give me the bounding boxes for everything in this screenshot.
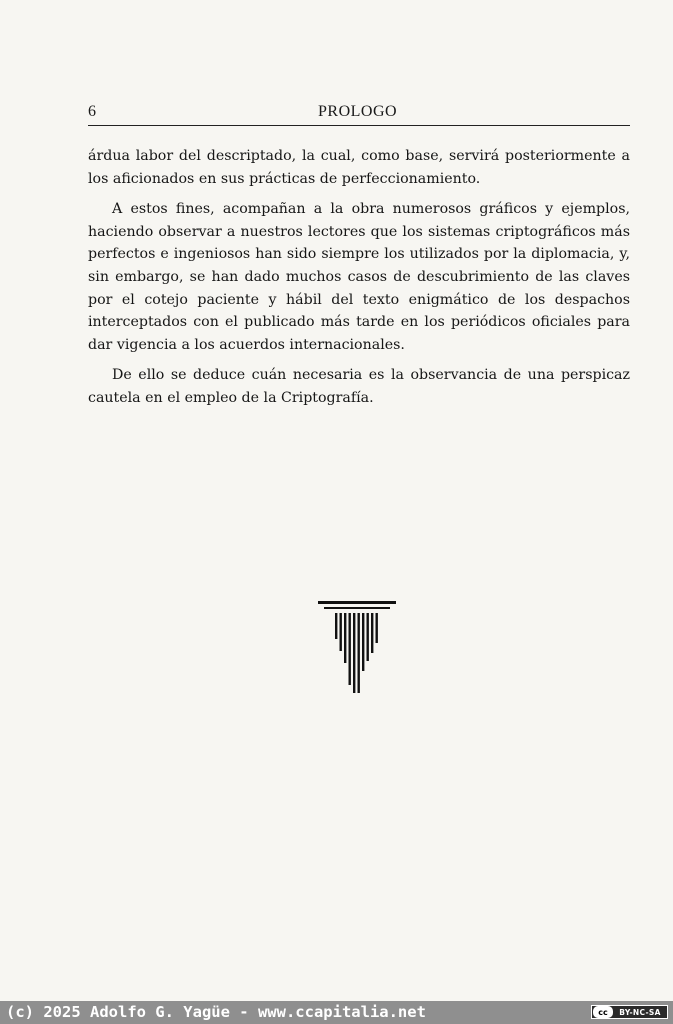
cc-license-badge [591, 1005, 668, 1019]
tailpiece-ornament-icon [318, 601, 396, 695]
copyright-bar [0, 1001, 673, 1024]
body-text [88, 145, 630, 418]
cc-icon: cc [593, 1006, 613, 1018]
page-number: 6 [88, 103, 96, 120]
page-header [88, 101, 630, 126]
paragraph: A estos fines, acompañan a la obra numerosos gráficos y ejemplos, haciendo observar a nuestros lectores que los sistemas criptográficos más perfectos e ingeniosos han sido siempre los utilizados por la diplomacia, y, sin embargo, se han dado muchos casos de descubrimiento de las claves por el cotejo paciente y hábil del texto enigmático de los despachos interceptados con el publicado más tarde en los periódicos oficiales para dar vigencia a los acuerdos internacionales. [88, 201, 630, 353]
paragraph: árdua labor del descriptado, la cual, como base, servirá posteriormente a los aficionados en sus prácticas de perfeccionamiento. [88, 148, 630, 187]
paragraph: De ello se deduce cuán necesaria es la observancia de una perspicaz cautela en el empleo de la Criptografía. [88, 367, 630, 406]
running-head: PROLOGO [318, 103, 398, 120]
license-label: BY-NC-SA [619, 1007, 661, 1017]
copyright-notice: (c) 2025 Adolfo G. Yagüe - www.ccapitalia.net [6, 1003, 426, 1021]
